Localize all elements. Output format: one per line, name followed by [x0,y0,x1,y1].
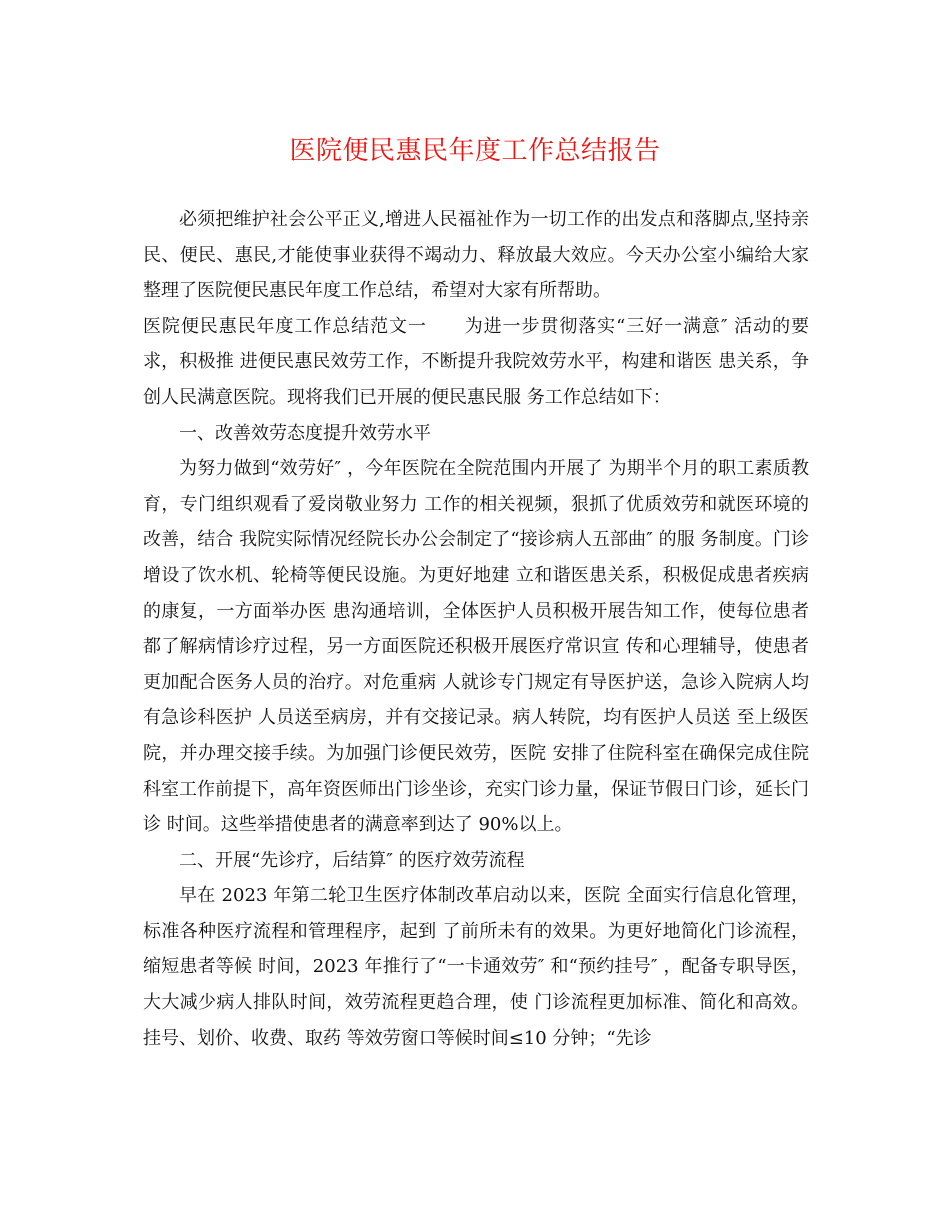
section-2-paragraph: 早在 2023 年第二轮卫生医疗体制改革启动以来，医院 全面实行信息化管理，标准各种医疗流程和管理程序，起到 了前所未有的效果。为更好地简化门诊流程，缩短患者等候 时间，2023 年推行了“一卡通效劳″ 和“预约挂号″ ，配备专职导医，大大减少病人排队时间，效劳流程更趋合理，使 门诊流程更加标准、简化和高效。挂号、划价、收费、取药 等效劳窗口等候时间≤10 分钟；“先诊 [143,885,809,1049]
section-1-paragraph: 为努力做到“效劳好″ ，今年医院在全院范围内开展了 为期半个月的职工素质教育，专门组织观看了爱岗敬业努力 工作的相关视频，狠抓了优质效劳和就医环境的改善，结合 我院实际情况经院长办公会制定了“接诊病人五部曲″ 的服 务制度。门诊增设了饮水机、轮椅等便民设施。为更好地建 立和谐医患关系，积极促成患者疾病的康复，一方面举办医 患沟通培训，全体医护人员积极开展告知工作，使每位患者 都了解病情诊疗过程，另一方面医院还积极开展医疗常识宣 传和心理辅导，使患者更加配合医务人员的治疗。对危重病 人就诊专门规定有导医护送，急诊入院病人均有急诊科医护 人员送至病房，并有交接记录。病人转院，均有医护人员送 至上级医院，并办理交接手续。为加强门诊便民效劳，医院 安排了住院科室在确保完成住院科室工作前提下，高年资医师出门诊坐诊，充实门诊力量，保证节假日门诊，延长门诊 时间。这些举措使患者的满意率到达了 90%以上。 [143,458,809,836]
section-heading-2: 二、开展“先诊疗，后结算″ 的医疗效劳流程 [179,849,525,871]
intro-paragraph: 必须把维护社会公平正义,增进人民福祉作为一切工作的出发点和落脚点,坚持亲民、便民、惠民,才能使事业获得不竭动力、释放最大效应。今天办公室小编给大家整理了医院便民惠民年度工作总结，希望对大家有所帮助。 [143,209,809,302]
sample-intro-paragraph: 医院便民惠民年度工作总结范文一 为进一步贯彻落实“三好一满意″ 活动的要求，积极推 进便民惠民效劳工作，不断提升我院效劳水平，构建和谐医 患关系，争创人民满意医院。现将我们已开展的便民惠民服 务工作总结如下： [143,315,809,408]
section-heading-1: 一、改善效劳态度提升效劳水平 [179,422,431,444]
document-body [143,202,809,1056]
document-title: 医院便民惠民年度工作总结报告 [289,136,661,166]
